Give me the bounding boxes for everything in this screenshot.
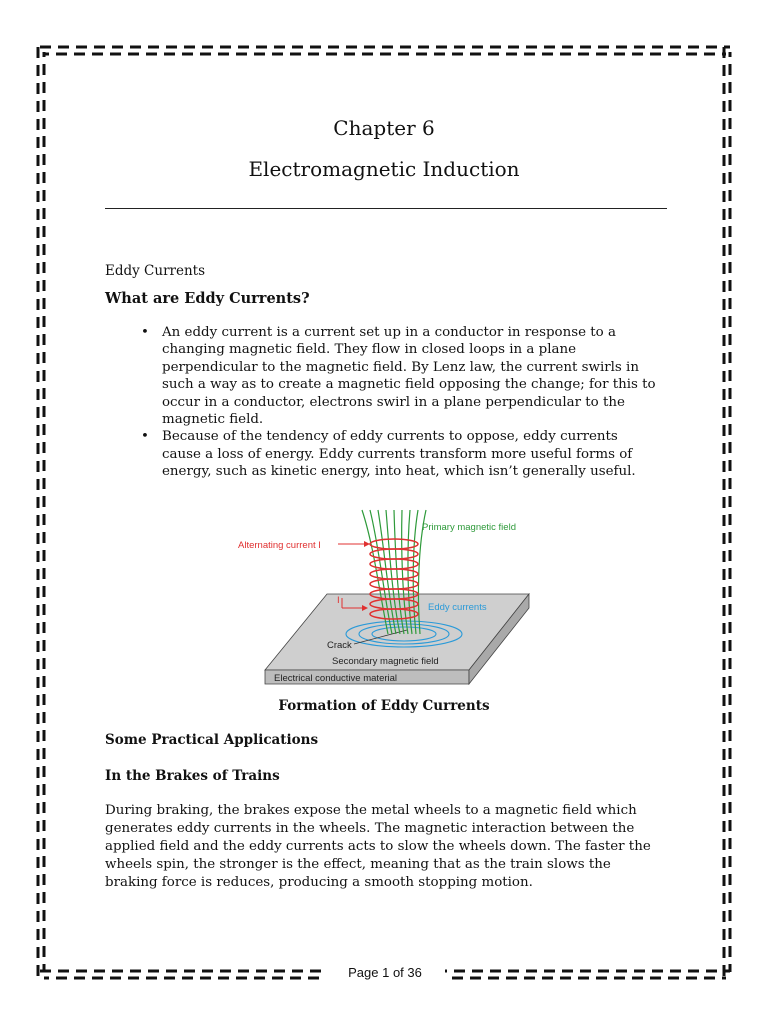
figure-caption: Formation of Eddy Currents bbox=[278, 698, 490, 714]
subsection-heading: What are Eddy Currents? bbox=[105, 290, 310, 307]
label-secondary-field: Secondary magnetic field bbox=[332, 656, 439, 667]
brakes-paragraph: During braking, the brakes expose the metal wheels to a magnetic field which generates eddy currents in the wheels. The magnetic interaction between the applied field and the eddy currents acts to slow the wheels down. The faster the wheels spin, the stronger is the effect, meaning that as the train slows the braking force is reduces, producing a smooth stopping motion. bbox=[105, 803, 651, 890]
label-current-i: I bbox=[337, 595, 340, 606]
bullet-text: An eddy current is a current set up in a conductor in response to a changing magnetic field. They flow in closed loops in a plane perpendicular to the magnetic field. By Lenz law, the current swirls in such a way as to create a magnetic field opposing the change; for this to occur in a conductor, electrons swirl in a plane perpendicular to the magnetic field. bbox=[162, 325, 656, 428]
list-item bbox=[140, 324, 660, 428]
brakes-heading: In the Brakes of Trains bbox=[105, 768, 280, 784]
list-item bbox=[140, 428, 660, 480]
bullet-symbol: • bbox=[141, 325, 149, 340]
bullet-text: Because of the tendency of eddy currents to oppose, eddy currents cause a loss of energy. Eddy currents transform more useful forms of energy, such as kinetic energy, into heat, which isn’t generally useful. bbox=[162, 429, 636, 480]
bullet-symbol: • bbox=[141, 429, 149, 445]
label-primary-field: Primary magnetic field bbox=[422, 522, 516, 533]
chapter-number: Chapter 6 bbox=[333, 116, 435, 140]
chapter-title: Electromagnetic Induction bbox=[248, 157, 520, 181]
definition-list bbox=[140, 324, 660, 481]
eddy-current-figure bbox=[232, 506, 532, 688]
section-heading: Eddy Currents bbox=[105, 263, 206, 279]
label-crack: Crack bbox=[327, 640, 352, 651]
label-material: Electrical conductive material bbox=[274, 673, 398, 684]
page-number: Page 1 of 36 bbox=[325, 965, 445, 980]
applications-heading: Some Practical Applications bbox=[105, 732, 319, 748]
label-alternating-current: Alternating current I bbox=[238, 540, 321, 551]
ac-arrowhead bbox=[364, 541, 370, 547]
label-eddy-currents: Eddy currents bbox=[428, 602, 487, 613]
title-divider bbox=[105, 208, 667, 209]
